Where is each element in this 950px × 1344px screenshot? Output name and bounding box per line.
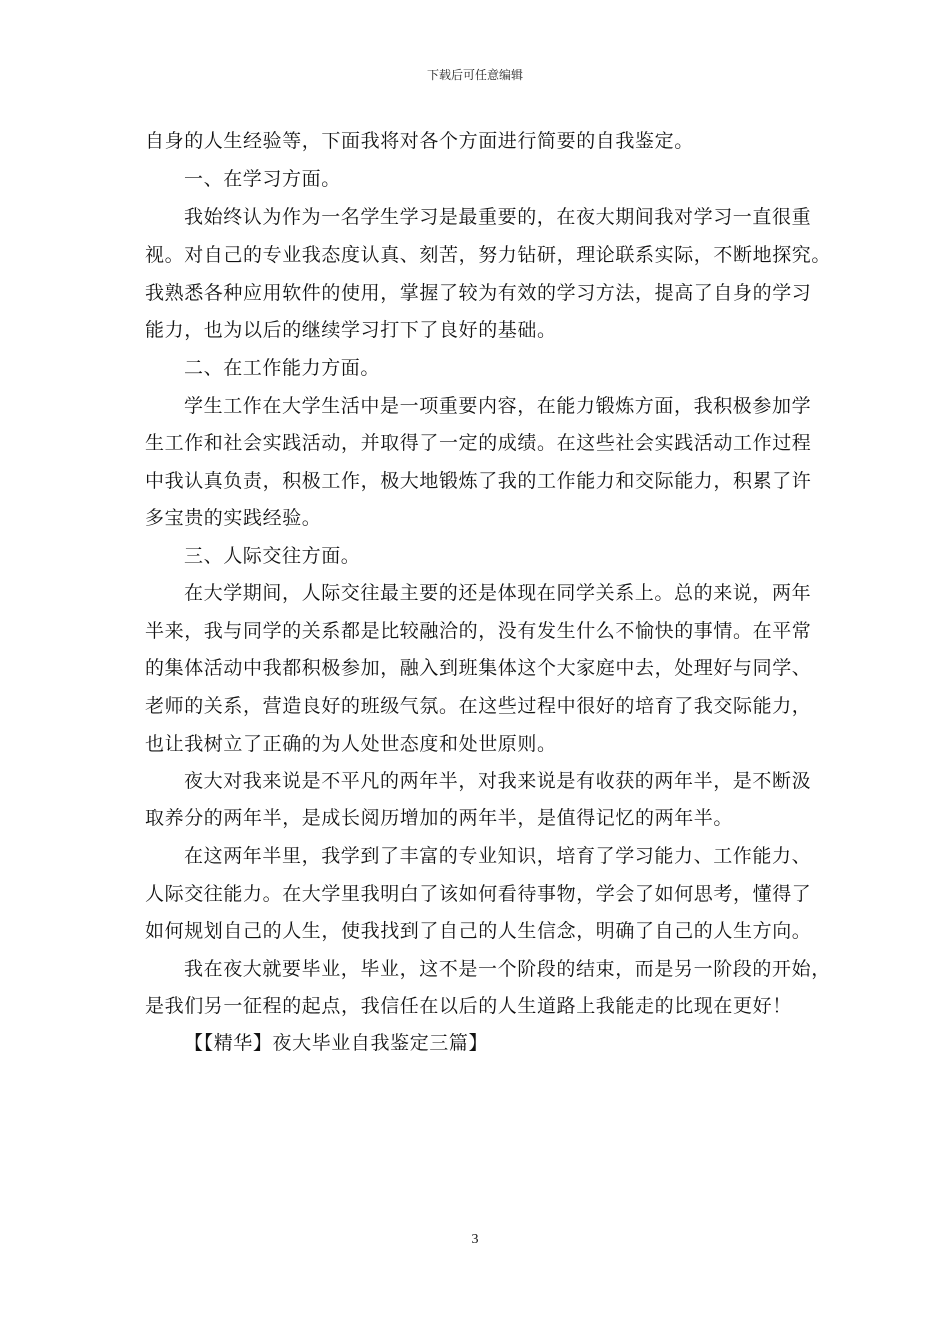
section-heading: 三、人际交往方面。 [184,545,361,567]
page-header: 下载后可任意编辑 [426,68,523,82]
section-heading: 二、在工作能力方面。 [184,357,381,379]
section-heading: 一、在学习方面。 [184,168,341,190]
text-line: 能力，也为以后的继续学习打下了良好的基础。 [145,319,557,341]
text-line: 我在夜大就要毕业，毕业，这不是一个阶段的结束，而是另一阶段的开始， [184,958,831,980]
text-line: 的集体活动中我都积极参加，融入到班集体这个大家庭中去，处理好与同学、 [145,657,812,679]
text-line: 视。对自己的专业我态度认真、刻苦，努力钻研，理论联系实际，不断地探究。 [145,244,832,266]
text-line: 自身的人生经验等，下面我将对各个方面进行简要的自我鉴定。 [145,130,694,152]
text-line: 取养分的两年半，是成长阅历增加的两年半，是值得记忆的两年半。 [145,807,734,829]
text-line: 我熟悉各种应用软件的使用，掌握了较为有效的学习方法，提高了自身的学习 [145,282,812,304]
page-number: 3 [471,1232,479,1247]
text-line: 半来，我与同学的关系都是比较融洽的，没有发生什么不愉快的事情。在平常 [145,620,812,642]
text-line: 中我认真负责，积极工作，极大地锻炼了我的工作能力和交际能力，积累了许 [145,470,812,492]
text-line: 也让我树立了正确的为人处世态度和处世原则。 [145,733,557,755]
text-line: 如何规划自己的人生，使我找到了自己的人生信念，明确了自己的人生方向。 [145,920,812,942]
text-line: 生工作和社会实践活动，并取得了一定的成绩。在这些社会实践活动工作过程 [145,432,812,454]
text-line: 多宝贵的实践经验。 [145,507,322,529]
document-title-link-text: 【【精华】夜大毕业自我鉴定三篇】 [184,1032,489,1054]
text-line: 学生工作在大学生活中是一项重要内容，在能力锻炼方面，我积极参加学 [184,395,812,417]
text-line: 我始终认为作为一名学生学习是最重要的，在夜大期间我对学习一直很重 [184,206,812,228]
text-line: 人际交往能力。在大学里我明白了该如何看待事物，学会了如何思考，懂得了 [145,883,812,905]
text-line: 在大学期间，人际交往最主要的还是体现在同学关系上。总的来说，两年 [184,582,812,604]
text-line: 夜大对我来说是不平凡的两年半，对我来说是有收获的两年半，是不断汲 [184,770,812,792]
text-line: 是我们另一征程的起点，我信任在以后的人生道路上我能走的比现在更好！ [145,995,792,1017]
text-line: 老师的关系，营造良好的班级气氛。在这些过程中很好的培育了我交际能力， [145,695,812,717]
text-line: 在这两年半里，我学到了丰富的专业知识，培育了学习能力、工作能力、 [184,845,812,867]
